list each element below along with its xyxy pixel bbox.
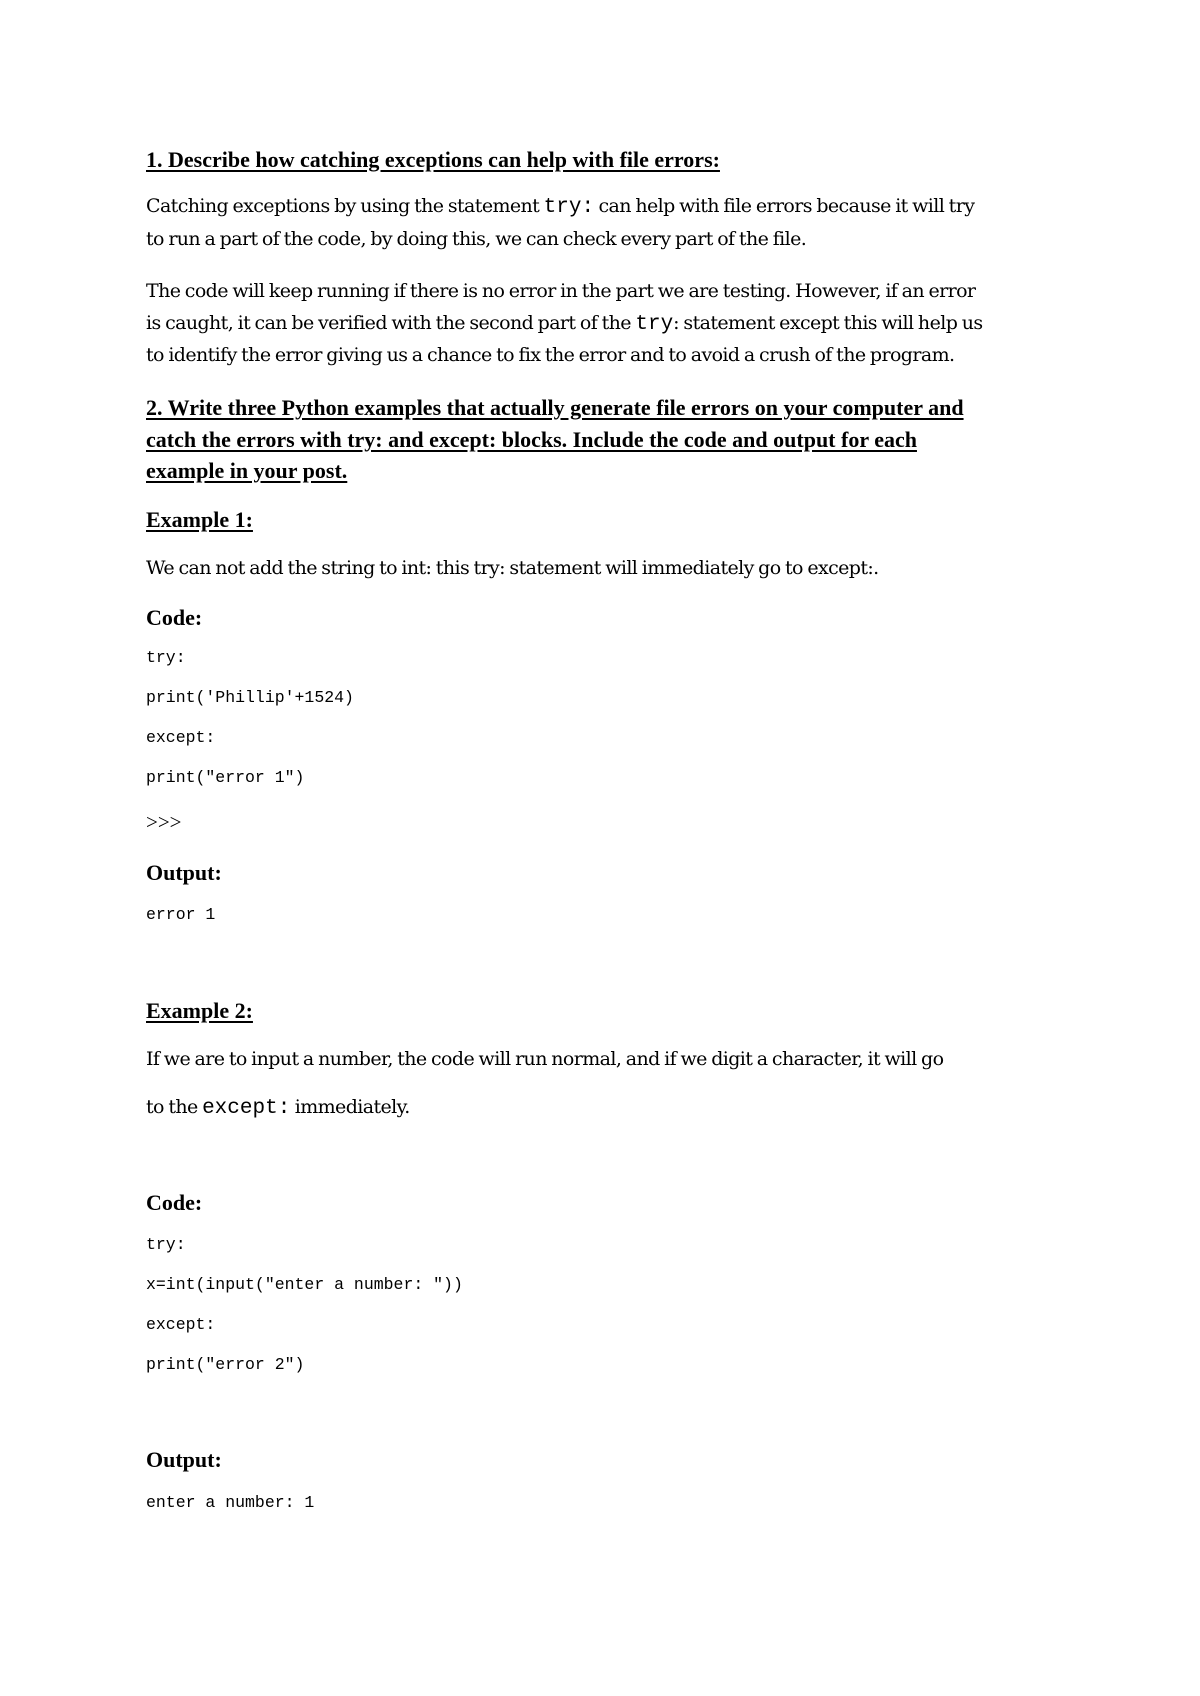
code-line: print("error 1") [146, 768, 305, 787]
example1-output-label: Output: [146, 860, 222, 885]
section1-paragraph2-line1: The code will keep running if there is no error in the part we are testing. However, if an error [146, 280, 976, 302]
inline-code-try: try [635, 313, 674, 336]
code-line: print('Phillip'+1524) [146, 688, 354, 707]
section1-paragraph2-line2: is caught, it can be verified with the second part of the try: statement except this will help us [146, 312, 983, 336]
section2-heading-line2: catch the errors with try: and except: blocks. Include the code and output for each [146, 427, 917, 452]
code-line: except: [146, 728, 216, 747]
example2-output-label: Output: [146, 1447, 222, 1472]
example2-description-line1: If we are to input a number, the code will run normal, and if we digit a character, it will go [146, 1048, 944, 1070]
example1-code-label: Code: [146, 605, 203, 630]
section1-paragraph2-line3: to identify the error giving us a chance to fix the error and to avoid a crush of the program. [146, 344, 955, 366]
inline-code-except: except: [202, 1097, 291, 1120]
python-prompt: >>> [146, 810, 182, 834]
output-line: enter a number: 1 [146, 1493, 315, 1512]
code-line: try: [146, 648, 186, 667]
example2-code-label: Code: [146, 1190, 203, 1215]
inline-code-try: try: [543, 196, 595, 219]
section1-heading: 1. Describe how catching exceptions can help with file errors: [146, 147, 720, 172]
example1-description: We can not add the string to int: this try: statement will immediately go to except:. [146, 557, 879, 579]
code-line: except: [146, 1315, 216, 1334]
output-line: error 1 [146, 905, 216, 924]
example2-description-line2: to the except: immediately. [146, 1096, 410, 1120]
section1-paragraph1-line1: Catching exceptions by using the statement try: can help with file errors because it will try [146, 195, 975, 219]
code-line: try: [146, 1235, 186, 1254]
example1-title: Example 1: [146, 507, 253, 532]
section1-paragraph1-line2: to run a part of the code, by doing this, we can check every part of the file. [146, 228, 807, 250]
code-line: print("error 2") [146, 1355, 305, 1374]
code-line: x=int(input("enter a number: ")) [146, 1275, 463, 1294]
section2-heading-line3: example in your post. [146, 458, 348, 483]
section2-heading-line1: 2. Write three Python examples that actually generate file errors on your computer and [146, 395, 964, 420]
example2-title: Example 2: [146, 998, 253, 1023]
